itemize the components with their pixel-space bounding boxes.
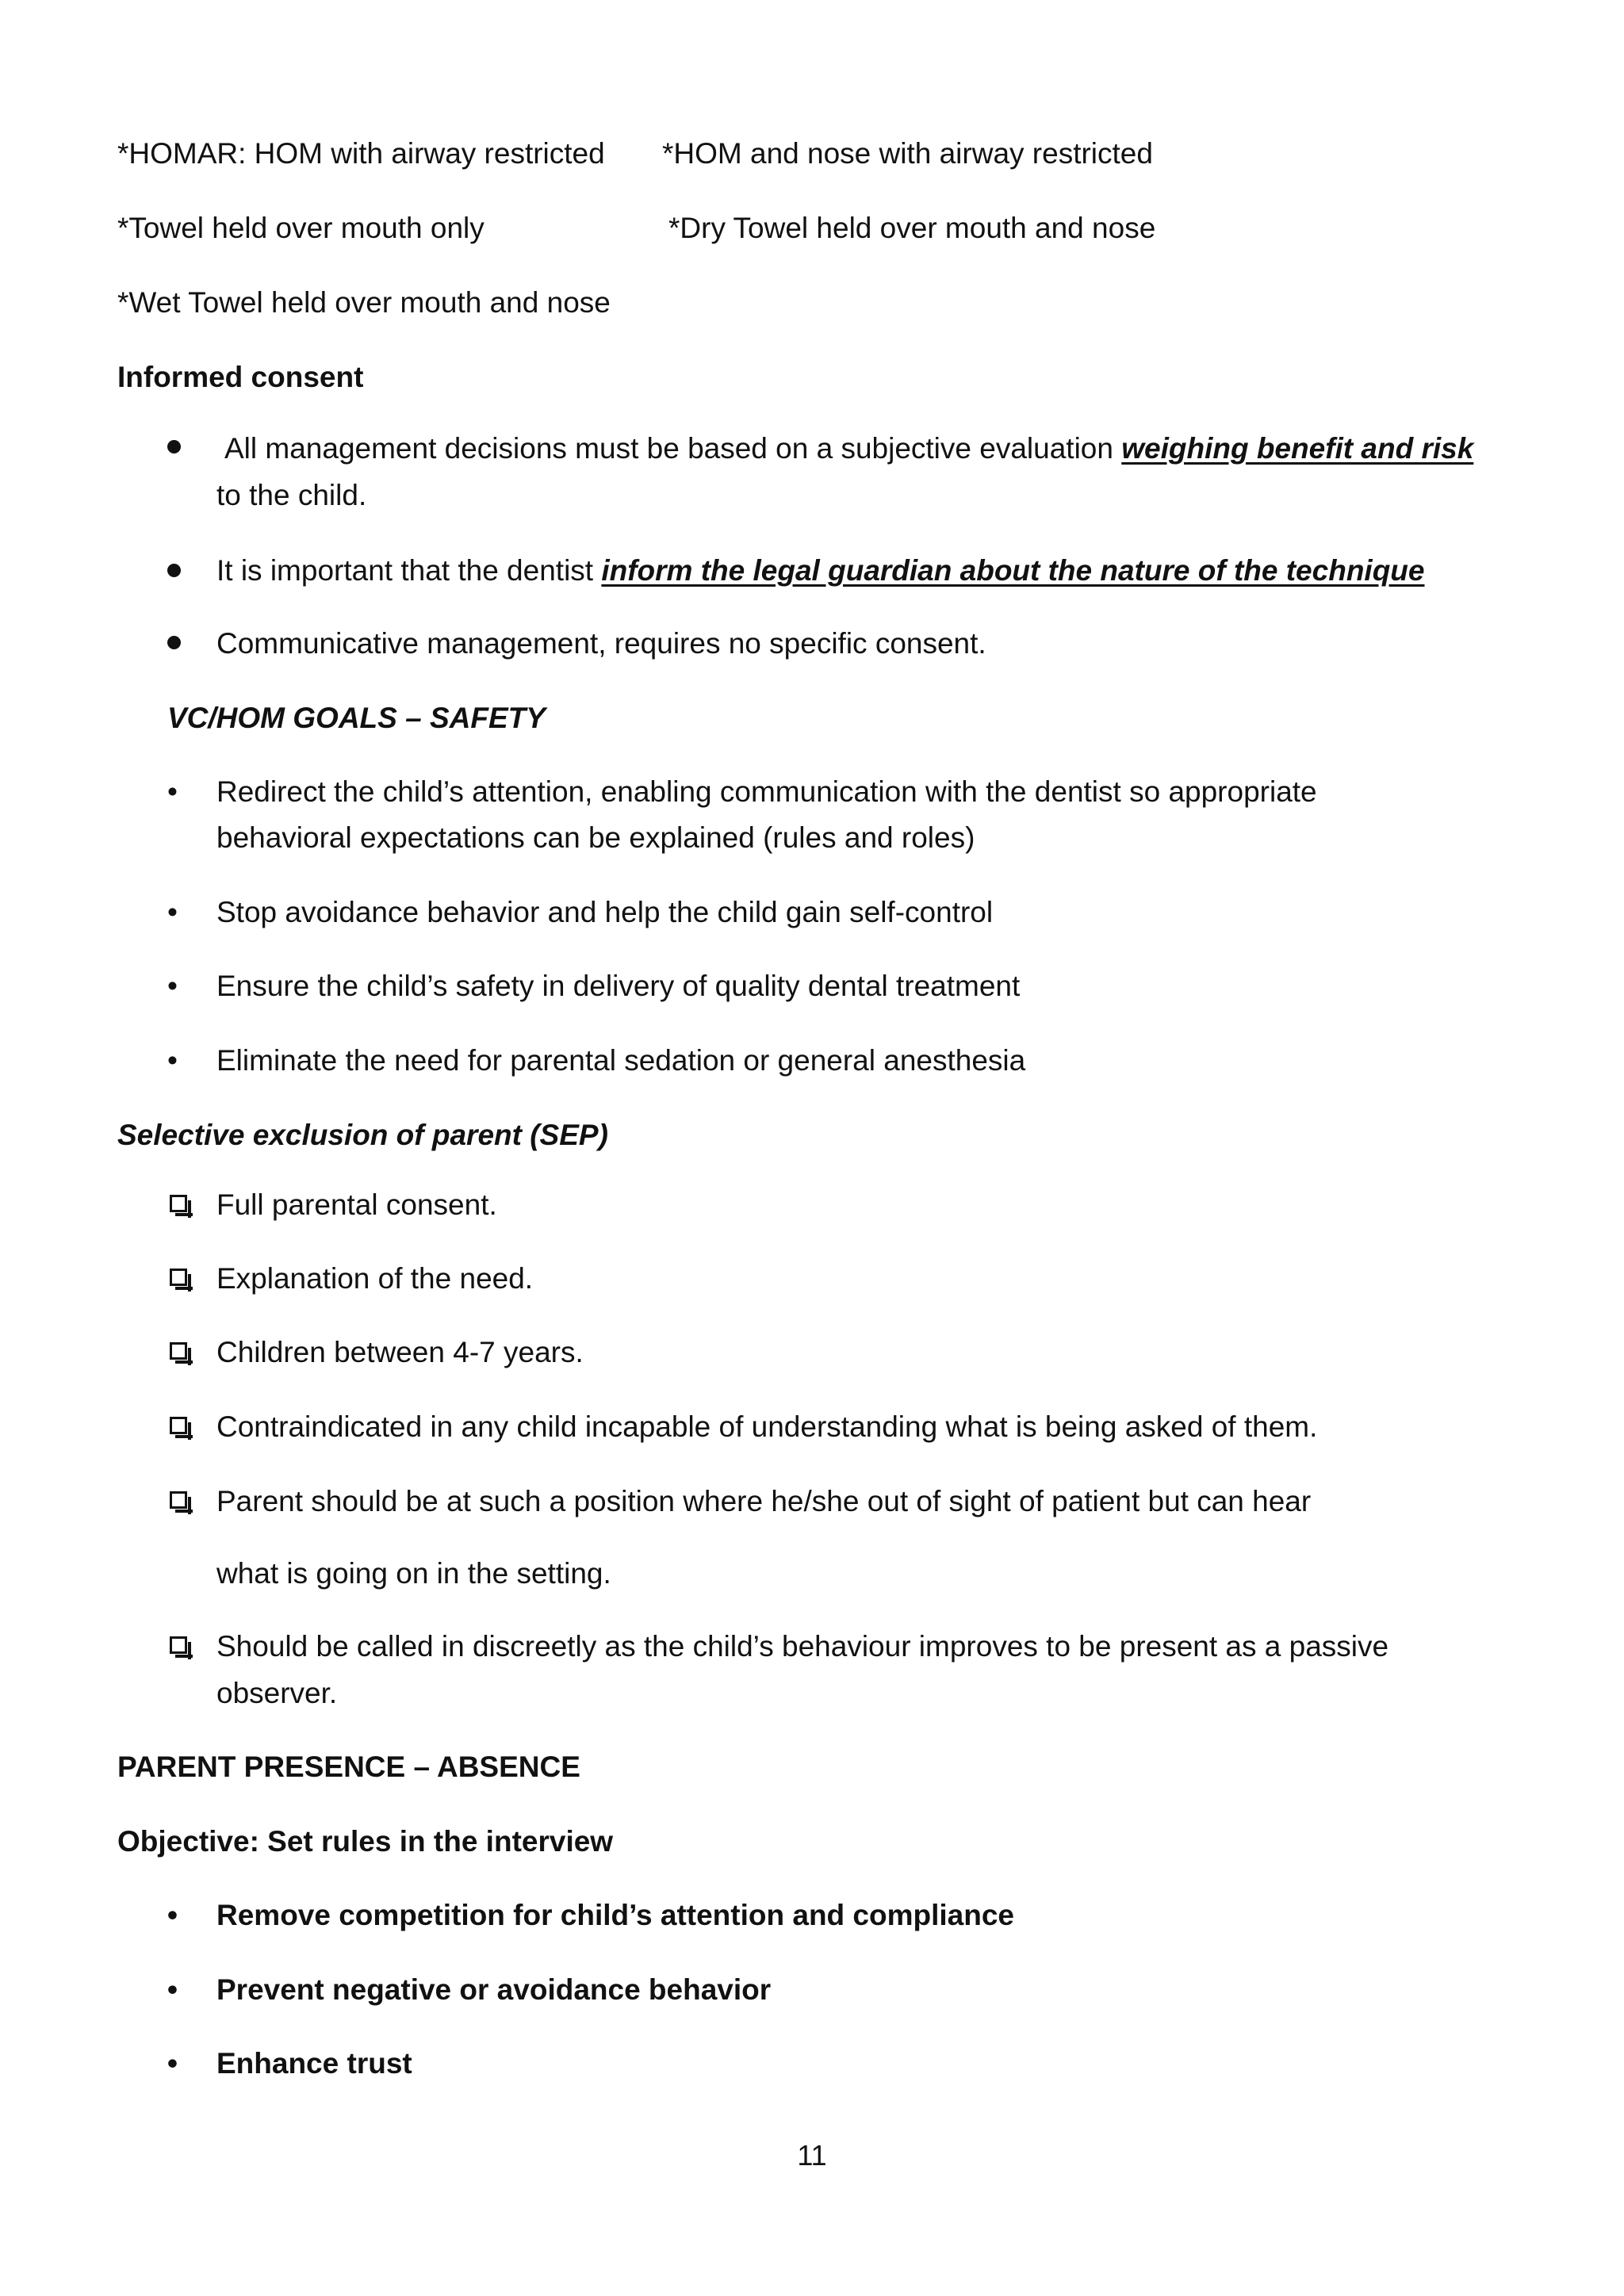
filled-circle-bullet-icon bbox=[167, 440, 181, 453]
objective-item-3: Enhance trust bbox=[216, 2047, 412, 2080]
goal-item-3: Ensure the child’s safety in delivery of quality dental treatment bbox=[216, 970, 1021, 1002]
consent-item-1-emphasis: weighing benefit and risk bbox=[1121, 432, 1474, 465]
wet-towel-text: *Wet Towel held over mouth and nose bbox=[117, 286, 611, 319]
objective-heading: Objective: Set rules in the interview bbox=[117, 1825, 614, 1858]
goal-item-2: Stop avoidance behavior and help the child gain self-control bbox=[216, 896, 994, 928]
consent-item-1-text: All management decisions must be based on a subjective evaluation bbox=[224, 432, 1122, 465]
informed-consent-heading: Informed consent bbox=[117, 361, 364, 393]
bullet-icon: • bbox=[167, 2047, 178, 2080]
parent-presence-heading: PARENT PRESENCE – ABSENCE bbox=[117, 1751, 580, 1783]
sep-item-5-line1: Parent should be at such a position where he/she out of sight of patient but can hear bbox=[216, 1485, 1312, 1517]
sep-item-1: Full parental consent. bbox=[216, 1188, 497, 1221]
towel-right-text: *Dry Towel held over mouth and nose bbox=[668, 212, 1156, 244]
filled-circle-bullet-icon bbox=[167, 636, 181, 649]
goal-item-1-line1: Redirect the child’s attention, enabling communication with the dentist so appropriate bbox=[216, 775, 1317, 808]
sep-item-5-line2: what is going on in the setting. bbox=[216, 1557, 611, 1590]
towel-left-text: *Towel held over mouth only bbox=[117, 212, 485, 244]
sep-item-6-line1: Should be called in discreetly as the child’s behaviour improves to be present as a passive bbox=[216, 1630, 1389, 1663]
goals-heading: VC/HOM GOALS – SAFETY bbox=[167, 702, 546, 734]
sep-item-2: Explanation of the need. bbox=[216, 1262, 534, 1295]
bullet-icon: • bbox=[167, 970, 178, 1002]
sep-item-4: Contraindicated in any child incapable of understanding what is being asked of them. bbox=[216, 1410, 1318, 1443]
goal-item-1-line2: behavioral expectations can be explained (rules and roles) bbox=[216, 821, 975, 854]
objective-item-2: Prevent negative or avoidance behavior bbox=[216, 1973, 772, 2006]
consent-item-2-text: It is important that the dentist bbox=[216, 554, 602, 587]
homar-right-text: *HOM and nose with airway restricted bbox=[662, 137, 1153, 170]
checkbox-bullet-icon bbox=[170, 1342, 187, 1360]
bullet-icon: • bbox=[167, 1973, 178, 2006]
filled-circle-bullet-icon bbox=[167, 564, 181, 577]
page-number: 11 bbox=[797, 2139, 827, 2172]
sep-heading: Selective exclusion of parent (SEP) bbox=[117, 1119, 608, 1151]
checkbox-bullet-icon bbox=[170, 1269, 187, 1286]
sep-item-6-line2: observer. bbox=[216, 1677, 338, 1709]
checkbox-bullet-icon bbox=[170, 1636, 187, 1654]
bullet-icon: • bbox=[167, 775, 178, 808]
homar-left-text: *HOMAR: HOM with airway restricted bbox=[117, 137, 605, 170]
consent-item-1-continuation: to the child. bbox=[216, 479, 367, 511]
consent-item-2-emphasis: inform the legal guardian about the nature of the technique bbox=[601, 554, 1425, 587]
bullet-icon: • bbox=[167, 1044, 178, 1077]
consent-item-2 bbox=[216, 548, 1424, 594]
checkbox-bullet-icon bbox=[170, 1491, 187, 1509]
checkbox-bullet-icon bbox=[170, 1195, 187, 1212]
bullet-icon: • bbox=[167, 896, 178, 928]
sep-item-3: Children between 4-7 years. bbox=[216, 1336, 584, 1368]
goal-item-4: Eliminate the need for parental sedation or general anesthesia bbox=[216, 1044, 1026, 1077]
consent-item-1 bbox=[224, 426, 1473, 472]
bullet-icon: • bbox=[167, 1899, 178, 1931]
checkbox-bullet-icon bbox=[170, 1417, 187, 1434]
consent-item-3: Communicative management, requires no specific consent. bbox=[216, 627, 986, 660]
objective-item-1: Remove competition for child’s attention and compliance bbox=[216, 1899, 1014, 1931]
